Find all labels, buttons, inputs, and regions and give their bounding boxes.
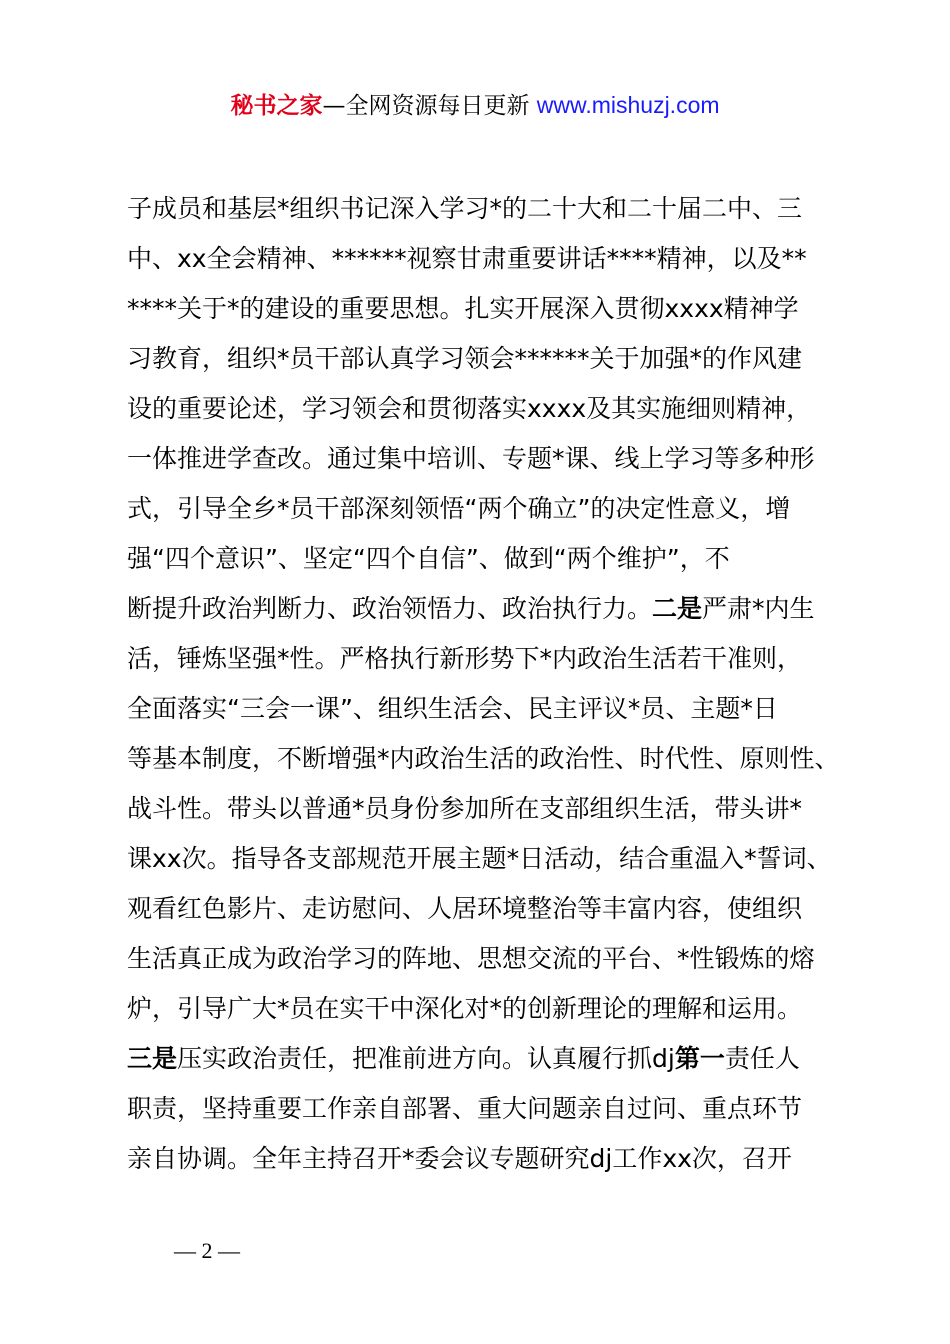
text-line [127,734,847,784]
text-segment: 生活真正成为政治学习的阵地、思想交流的平台、*性锻炼的熔 [127,944,815,973]
text-segment: 全面落实“三会一课”、组织生活会、民主评议*员、主题*日 [127,694,778,723]
text-line [127,784,847,834]
text-segment: 严肃*内生 [702,594,815,623]
text-segment: 中、xx全会精神、******视察甘肃重要讲话****精神，以及** [127,244,807,273]
text-segment: ****关于*的建设的重要思想。扎实开展深入贯彻xxxx精神学 [127,294,799,323]
text-line [127,184,847,234]
site-tagline: —全网资源每日更新 [322,93,530,119]
text-line [127,634,847,684]
text-segment: 职责，坚持重要工作亲自部署、重大问题亲自过问、重点环节 [127,1094,803,1123]
text-line [127,884,847,934]
bold-lead-phrase: 二是 [652,594,703,623]
text-segment: 课xx次。指导各支部规范开展主题*日活动，结合重温入*誓词、 [127,844,832,873]
text-line [127,1134,847,1184]
text-line [127,484,847,534]
text-line [127,934,847,984]
text-segment: 责任人 [724,1044,800,1073]
text-segment: 设的重要论述，学习领会和贯彻落实xxxx及其实施细则精神， [127,394,812,423]
text-segment: 压实政治责任，把准前进方向。认真履行抓dj [177,1044,675,1073]
text-line [127,534,847,584]
text-segment: 观看红色影片、走访慰问、人居环境整治等丰富内容，使组织 [127,894,803,923]
text-segment: 战斗性。带头以普通*员身份参加所在支部组织生活，带头讲* [127,794,803,823]
text-line [127,384,847,434]
text-line [127,584,847,634]
site-url-link[interactable]: www.mishuzj.com [536,92,720,118]
text-line [127,334,847,384]
text-segment: 炉，引导广大*员在实干中深化对*的创新理论的理解和运用。 [127,994,803,1023]
text-line [127,284,847,334]
text-line [127,834,847,884]
bold-lead-phrase: 第一 [674,1044,725,1073]
text-segment: 一体推进学查改。通过集中培训、专题*课、线上学习等多种形 [127,444,815,473]
text-line [127,434,847,484]
text-segment: 强“四个意识”、坚定“四个自信”、做到“两个维护”，不 [127,544,730,573]
text-line [127,1084,847,1134]
site-brand: 秘书之家 [230,93,323,119]
text-segment: 习教育，组织*员干部认真学习领会******关于加强*的作风建 [127,344,803,373]
text-line [127,234,847,284]
bold-lead-phrase: 三是 [127,1044,178,1073]
document-body [127,184,847,1184]
text-segment: 子成员和基层*组织书记深入学习*的二十大和二十届二中、三 [127,194,803,223]
page-number: — 2 — [174,1238,240,1263]
text-segment: 活，锤炼坚强*性。严格执行新形势下*内政治生活若干准则， [127,644,803,673]
text-line [127,684,847,734]
text-segment: 式，引导全乡*员干部深刻领悟“两个确立”的决定性意义，增 [127,494,791,523]
site-header [0,88,950,123]
text-segment: 亲自协调。全年主持召开*委会议专题研究dj工作xx次，召开 [127,1144,792,1173]
text-line [127,1034,847,1084]
text-segment: 等基本制度，不断增强*内政治生活的政治性、时代性、原则性、 [127,744,840,773]
text-segment: 断提升政治判断力、政治领悟力、政治执行力。 [127,594,653,623]
text-line [127,984,847,1034]
